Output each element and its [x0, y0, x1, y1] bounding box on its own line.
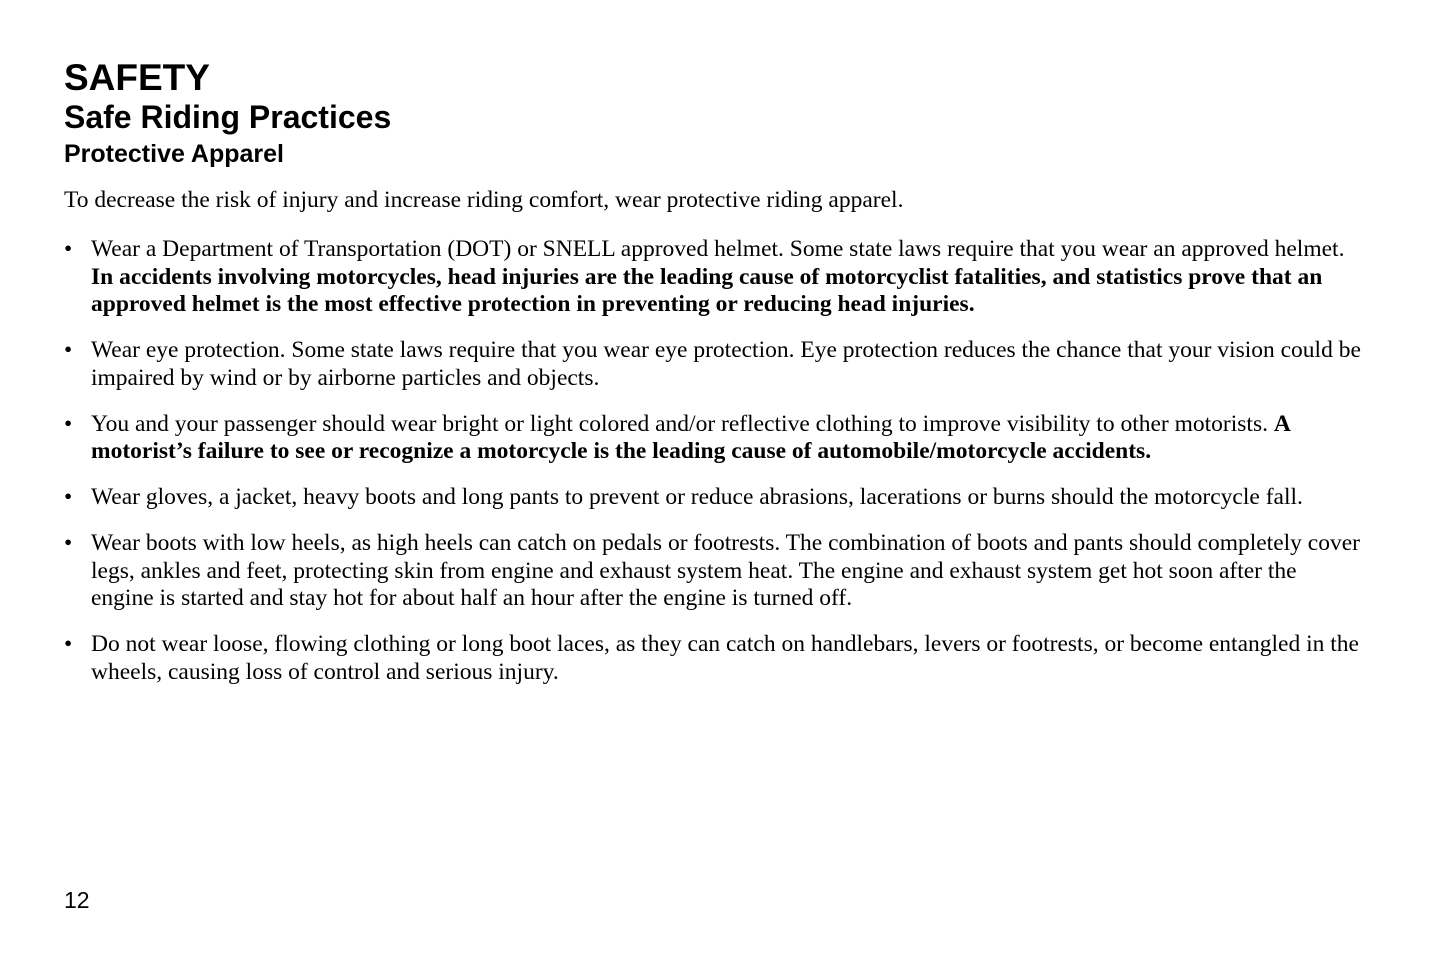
intro-paragraph: To decrease the risk of injury and increase riding comfort, wear protective riding apparel. — [64, 187, 904, 213]
bullet-item-loose-clothing — [64, 631, 1364, 686]
bullet-marker: • — [64, 484, 73, 510]
bullet-marker: • — [64, 631, 73, 657]
section-title: SAFETY — [64, 57, 210, 98]
page-number: 12 — [64, 887, 90, 913]
bullet-item-gloves — [64, 484, 1364, 512]
topic-heading: Protective Apparel — [64, 140, 284, 168]
bullet-item-boots — [64, 530, 1364, 613]
bullet-text: Wear eye protection. Some state laws require that you wear eye protection. Eye protection reduces the chance that your vision could be impaired by wind or by airborne particles and objects. — [91, 337, 1361, 391]
bullet-item-visibility — [64, 411, 1364, 466]
subsection-title: Safe Riding Practices — [64, 99, 392, 135]
bullet-list — [64, 236, 1364, 686]
bullet-text: Do not wear loose, flowing clothing or long boot laces, as they can catch on handlebars, levers or footrests, or become entangled in the wheels, causing loss of control and serious injury. — [91, 631, 1359, 685]
bullet-text: Wear gloves, a jacket, heavy boots and long pants to prevent or reduce abrasions, lacerations or burns should the motorcycle fall. — [91, 484, 1303, 510]
manual-page — [64, 58, 1364, 705]
bullet-item-eye-protection — [64, 337, 1364, 392]
bullet-bold-text: A motorist’s failure to see or recognize a motorcycle is the leading cause of automobile/motorcycle accidents. — [91, 410, 1290, 464]
bullet-item-helmet — [64, 236, 1364, 319]
bullet-marker: • — [64, 410, 73, 437]
bullet-text: You and your passenger should wear bright or light colored and/or reflective clothing to improve visibility to other motorists. — [91, 410, 1274, 437]
bullet-marker: • — [64, 530, 73, 556]
bullet-marker: • — [64, 236, 73, 262]
bullet-bold-text: In accidents involving motorcycles, head injuries are the leading cause of motorcyclist fatalities, and statistics prove that an approved helmet is the most effective protection in preventing or reducing head injuries. — [91, 263, 1323, 317]
bullet-text: Wear boots with low heels, as high heels can catch on pedals or footrests. The combination of boots and pants should completely cover legs, ankles and feet, protecting skin from engine and exhaust system heat. The engine and exhaust system get hot soon after the engine is started and stay hot for about half an hour after the engine is turned off. — [91, 530, 1360, 611]
bullet-text: Wear a Department of Transportation (DOT) or SNELL approved helmet. Some state laws require that you wear an approved helmet. — [91, 236, 1345, 262]
bullet-marker: • — [64, 337, 73, 363]
